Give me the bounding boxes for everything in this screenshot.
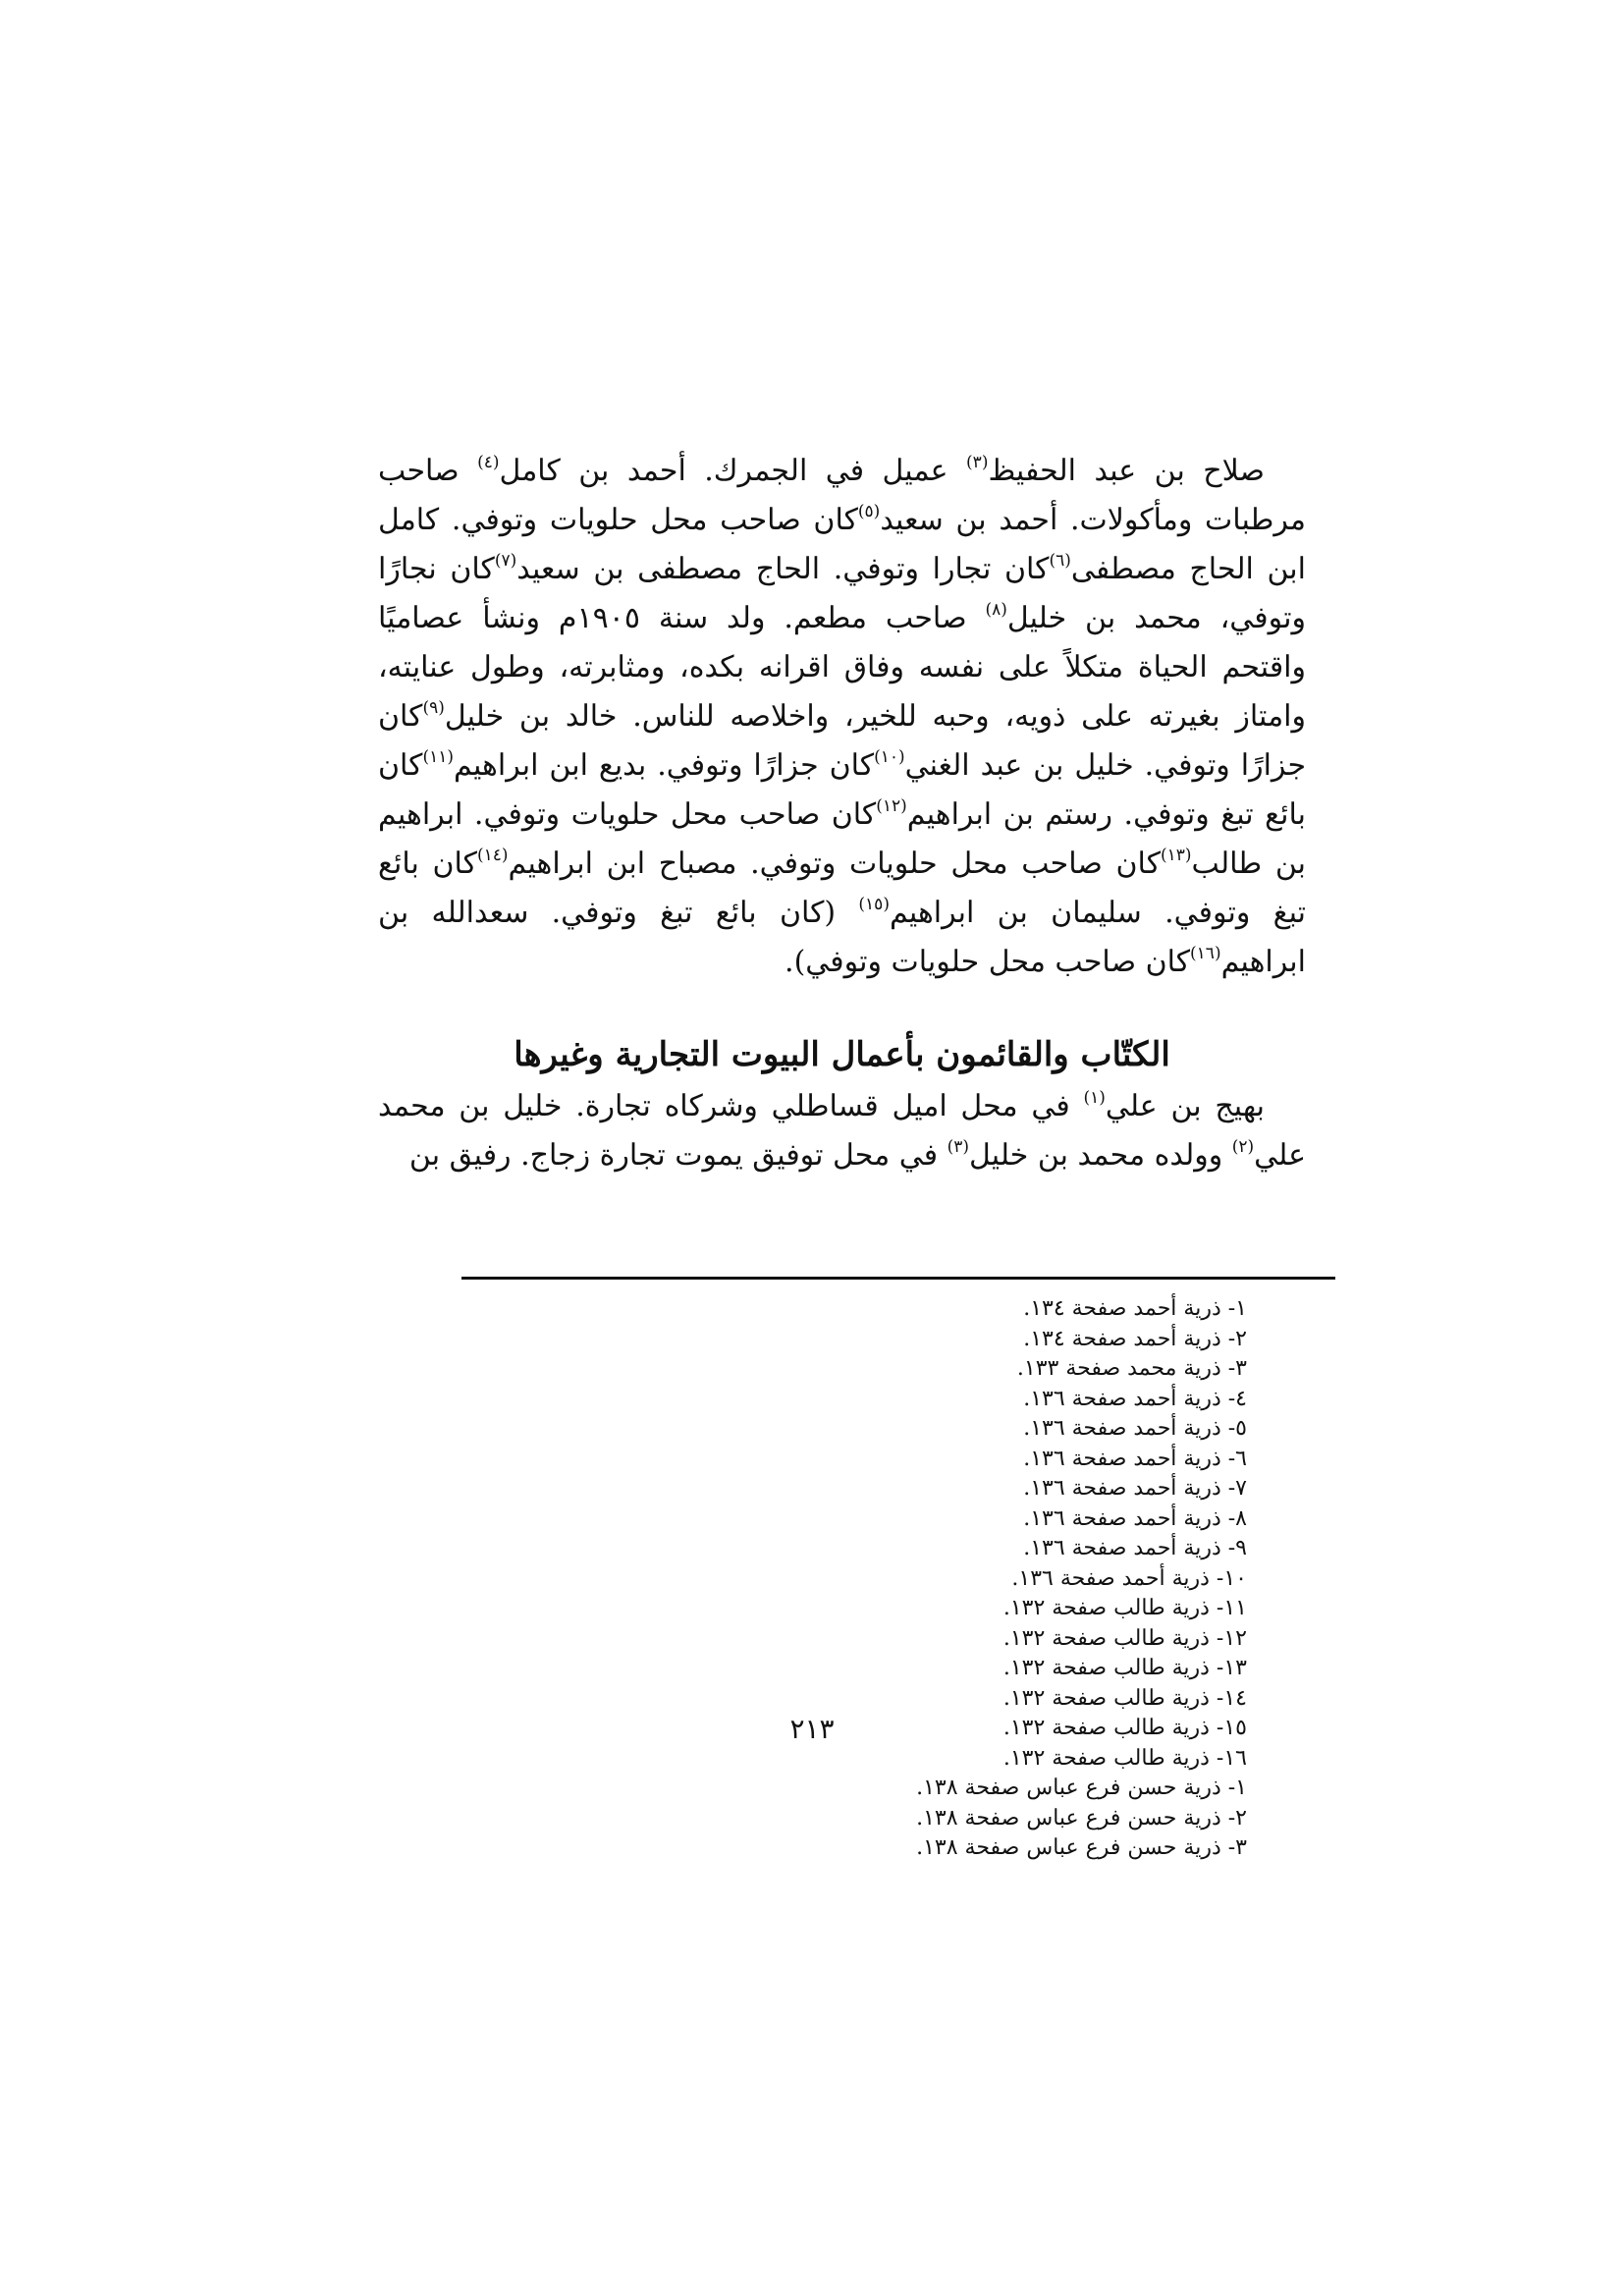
footnote-ref: (٩) [422, 698, 445, 718]
footnote-item: ١٢- ذرية طالب صفحة ١٣٢. [1002, 1625, 1247, 1651]
text-run: كان جزارًا وتوفي. بديع ابن ابراهيم [454, 748, 875, 783]
footnote-separator [461, 1277, 1335, 1280]
footnote-ref: (١٦) [1190, 944, 1221, 963]
text-run: وولده محمد بن خليل [969, 1138, 1232, 1173]
footnote-item: ١٦- ذرية طالب صفحة ١٣٢. [1002, 1745, 1247, 1771]
footnotes-list [589, 1294, 1247, 1864]
text-run: بهيج بن علي [1105, 1089, 1265, 1123]
main-text-block [378, 447, 1306, 987]
footnote-ref: (٦) [1049, 551, 1071, 571]
footnote-item: ٣- ذرية محمد صفحة ١٣٣. [1016, 1356, 1247, 1381]
footnote-item: ٣- ذرية حسن فرع عباس صفحة ١٣٨. [916, 1835, 1247, 1860]
footnote-item: ٢- ذرية حسن فرع عباس صفحة ١٣٨. [916, 1805, 1247, 1831]
text-run: كان تجارا وتوفي. الحاج مصطفى بن سعيد [516, 552, 1050, 586]
footnote-item: ١٠- ذرية أحمد صفحة ١٣٦. [1011, 1565, 1247, 1591]
text-run: في محل توفيق يموت تجارة زجاج. رفيق بن [408, 1138, 947, 1173]
second-text-block [378, 1082, 1306, 1180]
footnote-ref: (١٥) [858, 895, 890, 914]
footnote-ref: (١٢) [876, 796, 907, 816]
page-number: ٢١٣ [789, 1713, 835, 1745]
footnote-item: ٩- ذرية أحمد صفحة ١٣٦. [1023, 1536, 1247, 1560]
footnote-item: ١- ذرية أحمد صفحة ١٣٤. [1023, 1296, 1247, 1321]
text-run: كان صاحب محل حلويات وتوفي. ابراهيم بن طالب [378, 797, 1307, 881]
text-run: كان بائع تبغ وتوفي. رستم بن ابراهيم [378, 748, 1306, 832]
footnote-ref: (١١) [422, 747, 455, 767]
text-run: عميل في الجمرك. أحمد بن كامل [499, 454, 967, 488]
text-run: كان صاحب محل حلويات وتوفي. مصباح ابن ابراهيم [508, 847, 1161, 881]
footnote-ref: (٣) [947, 1137, 970, 1157]
text-run: كان بائع تبغ وتوفي. سليمان بن ابراهيم [378, 847, 1306, 930]
footnote-ref: (١٣) [1160, 846, 1192, 865]
footnote-item: ٧- ذرية أحمد صفحة ١٣٦. [1023, 1476, 1247, 1501]
footnote-ref: (٧) [494, 551, 517, 571]
text-run: صاحب مرطبات ومأكولات. أحمد بن سعيد [378, 454, 1306, 537]
footnote-item: ١٥- ذرية طالب صفحة ١٣٢. [1002, 1716, 1247, 1740]
footnote-item: ٨- ذرية أحمد صفحة ١٣٦. [1023, 1505, 1247, 1531]
footnote-ref: (٨) [985, 600, 1007, 620]
text-run: صاحب مطعم. ولد سنة ١٩٠٥م ونشأ عصاميًا واقتحم الحياة متكلاً على نفسه وفاق اقرانه بكده، ومثابرته، وطول عنايته، وامتاز بغيرته على ذويه، وحبه للخير، واخلاصه للناس. خالد بن خليل [378, 601, 1306, 734]
text-run: كان نجارًا وتوفي، محمد بن خليل [378, 552, 1306, 635]
footnote-item: ٥- ذرية أحمد صفحة ١٣٦. [1023, 1416, 1247, 1441]
footnote-ref: (٥) [857, 502, 881, 521]
text-run: كان صاحب محل حلويات وتوفي). [785, 945, 1191, 979]
footnote-ref: (٣) [966, 453, 989, 472]
text-run: في محل اميل قساطلي وشركاه تجارة. خليل بن محمد علي [378, 1089, 1306, 1173]
text-run: كان صاحب محل حلويات وتوفي. كامل ابن الحاج مصطفى [378, 503, 1306, 586]
footnote-ref: (١) [1083, 1088, 1106, 1108]
body-paragraph-1 [378, 447, 1306, 987]
footnote-item: ١٤- ذرية طالب صفحة ١٣٢. [1002, 1685, 1247, 1711]
footnote-ref: (١٠) [874, 747, 905, 767]
text-run: كان جزارًا وتوفي. خليل بن عبد الغني [378, 699, 1306, 783]
section-heading: الكتّاب والقائمون بأعمال البيوت التجارية وغيرها [514, 1035, 1170, 1074]
footnote-ref: (٤) [477, 453, 500, 472]
body-paragraph-2 [378, 1082, 1306, 1180]
footnote-ref: (٢) [1231, 1137, 1255, 1157]
footnote-item: ٦- ذرية أحمد صفحة ١٣٦. [1023, 1446, 1247, 1471]
footnote-item: ٢- ذرية أحمد صفحة ١٣٤. [1023, 1326, 1247, 1351]
footnote-item: ١- ذرية حسن فرع عباس صفحة ١٣٨. [916, 1776, 1247, 1800]
footnote-item: ١١- ذرية طالب صفحة ١٣٢. [1002, 1596, 1247, 1620]
text-run: صلاح بن عبد الحفيظ [988, 454, 1266, 488]
text-run: (كان بائع تبغ وتوفي. سعدالله بن ابراهيم [378, 896, 1306, 979]
footnote-ref: (١٤) [476, 846, 509, 865]
footnote-item: ٤- ذرية أحمد صفحة ١٣٦. [1023, 1386, 1247, 1411]
footnote-item: ١٣- ذرية طالب صفحة ١٣٢. [1002, 1656, 1247, 1680]
